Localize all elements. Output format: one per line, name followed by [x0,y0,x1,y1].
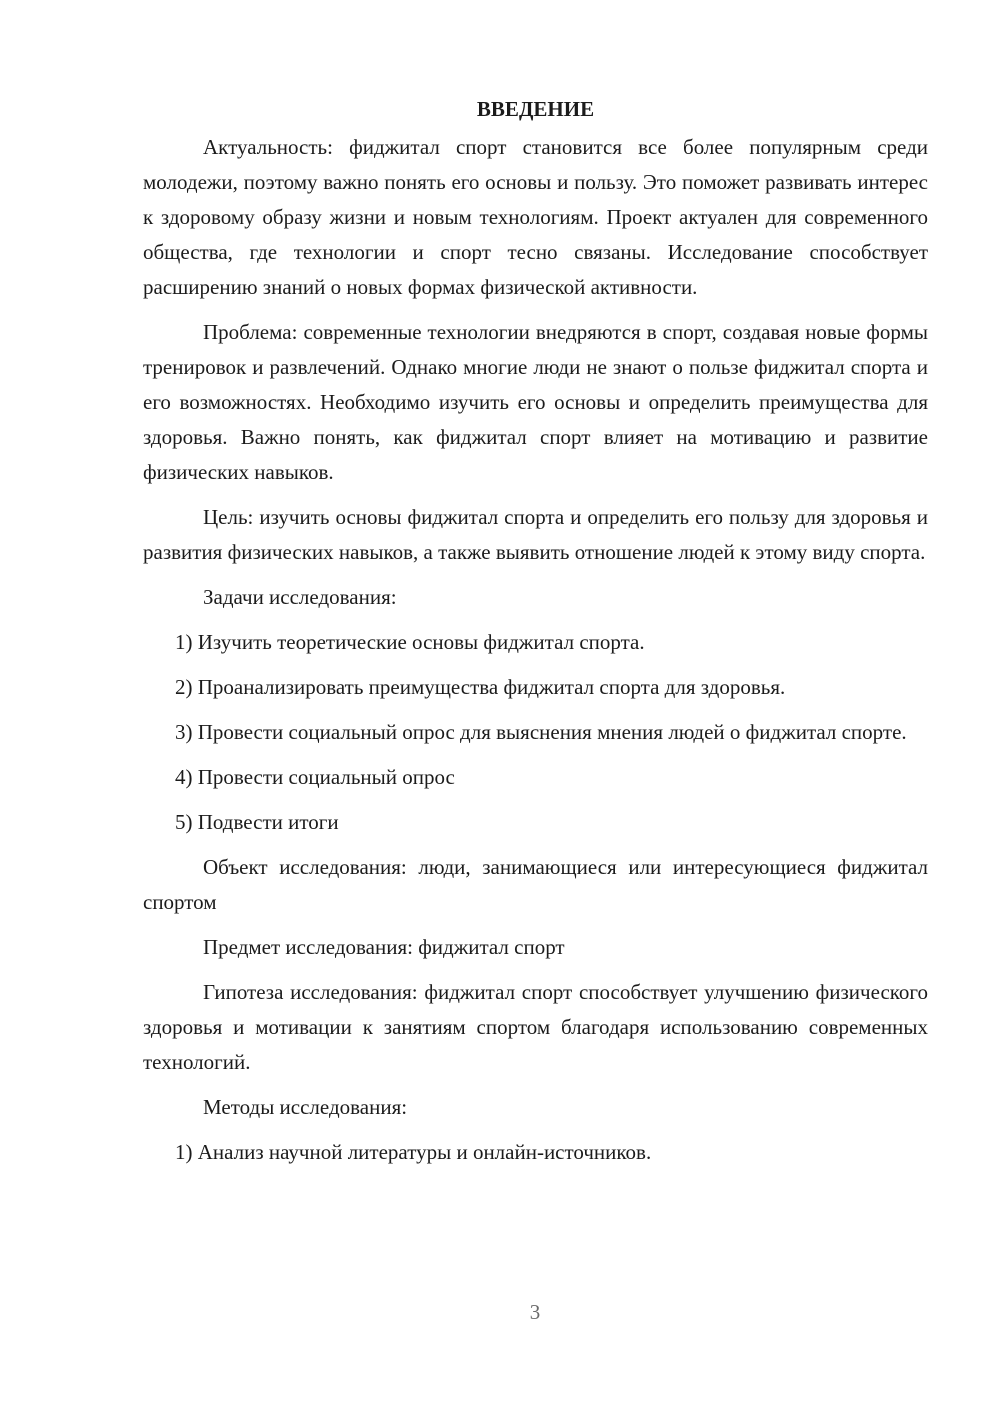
methods-heading: Методы исследования: [203,1095,408,1119]
object-paragraph: Объект исследования: люди, занимающиеся или интересующиеся фиджитал спортом [143,855,928,914]
page-title: ВВЕДЕНИЕ [476,97,595,121]
task-item: 5) Подвести итоги [175,810,339,834]
tasks-heading: Задачи исследования: [203,585,397,609]
problem-paragraph: Проблема: современные технологии внедряются в спорт, создавая новые формы тренировок и развлечений. Однако многие люди не знают о пользе фиджитал спорта и его возможностях. Необходимо изучить его основы и определить преимущества для здоровья. Важно понять, как фиджитал спорт влияет на мотивацию и развитие физических навыков. [143,320,928,484]
goal-paragraph: Цель: изучить основы фиджитал спорта и определить его пользу для здоровья и развития физических навыков, а также выявить отношение людей к этому виду спорта. [143,505,928,564]
task-item: 2) Проанализировать преимущества фиджитал спорта для здоровья. [175,675,786,699]
hypothesis-paragraph: Гипотеза исследования: фиджитал спорт способствует улучшению физического здоровья и мотивации к занятиям спортом благодаря использованию современных технологий. [143,980,928,1074]
task-item: 1) Изучить теоретические основы фиджитал спорта. [175,630,645,654]
page-number: 3 [529,1300,541,1324]
document-page [143,92,928,1180]
method-item: 1) Анализ научной литературы и онлайн-источников. [175,1140,652,1164]
subject-paragraph: Предмет исследования: фиджитал спорт [203,935,565,959]
task-item: 4) Провести социальный опрос [175,765,455,789]
task-item: 3) Провести социальный опрос для выяснения мнения людей о фиджитал спорте. [175,720,907,744]
relevance-paragraph: Актуальность: фиджитал спорт становится все более популярным среди молодежи, поэтому важно понять его основы и пользу. Это поможет развивать интерес к здоровому образу жизни и новым технологиям. Проект актуален для современного общества, где технологии и спорт тесно связаны. Исследование способствует расширению знаний о новых формах физической активности. [143,135,928,299]
